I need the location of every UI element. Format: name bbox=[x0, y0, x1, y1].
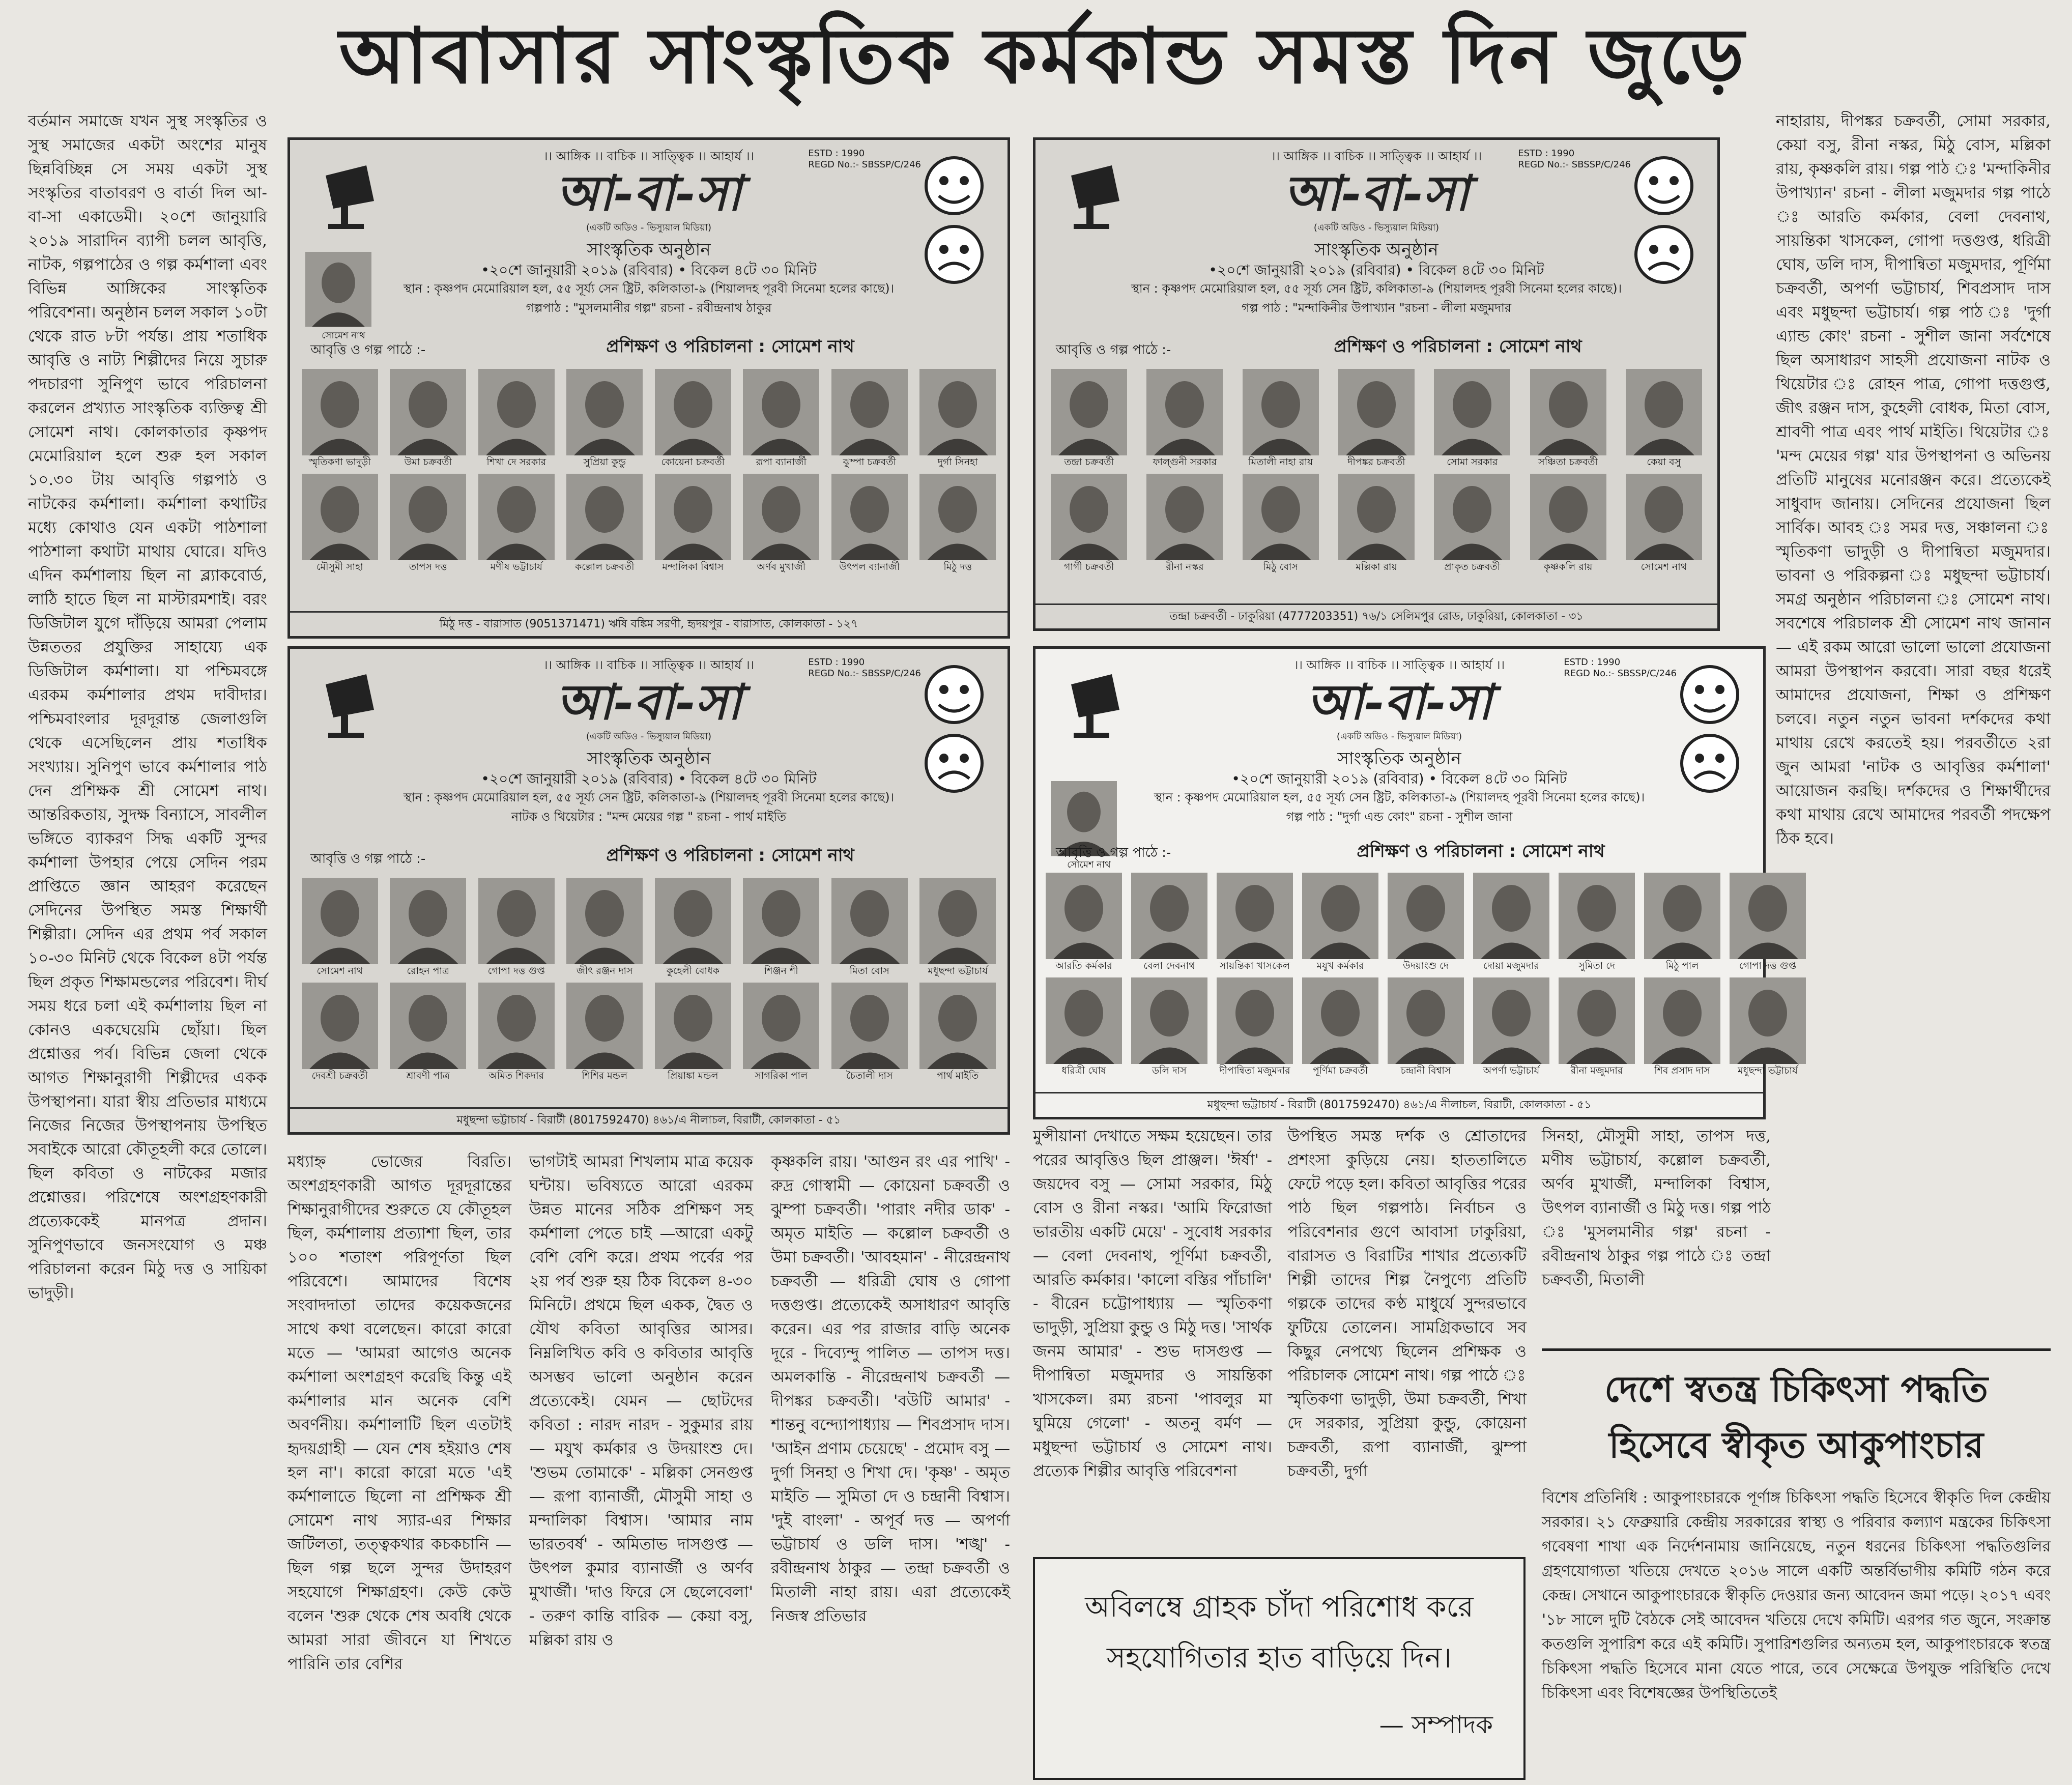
portrait-photo bbox=[566, 369, 643, 455]
portrait-photo bbox=[1131, 977, 1207, 1064]
performer-name: অর্ণব মুখার্জী bbox=[757, 561, 806, 572]
performer-name: কুহেলী বোধক bbox=[666, 965, 720, 976]
performer-card bbox=[1046, 369, 1132, 469]
portrait-photo bbox=[302, 369, 378, 455]
performer-name: গোপা দত্ত গুপ্ত bbox=[1739, 960, 1797, 971]
ad-program: গল্পপাঠ : "মুসলমানীর গল্প" রচনা - রবীন্দ্রনাথ ঠাকুর bbox=[526, 301, 772, 315]
performer-card bbox=[1473, 873, 1549, 972]
acupuncture-body bbox=[1542, 1486, 2051, 1781]
ad-topline: ।। আঙ্গিক ।। বাচিক ।। সাত্ত্বিক ।। আহার্য ।। bbox=[543, 658, 755, 672]
portrait-photo bbox=[743, 983, 819, 1069]
performer-name: মন্দালিকা বিশ্বাস bbox=[662, 561, 724, 572]
performer-card bbox=[1217, 873, 1293, 972]
ad-logo-sub: (একটি অডিও - ভিস্যুয়াল মিডিয়া) bbox=[586, 222, 712, 233]
performer-card bbox=[1621, 369, 1707, 469]
portrait-photo bbox=[655, 983, 731, 1069]
ad-subtitle: সাংস্কৃতিক অনুষ্ঠান bbox=[587, 240, 711, 260]
performer-name: ফাল্গুনী সরকার bbox=[1153, 456, 1217, 468]
ad-venue: স্থান : কৃষ্ণপদ মেমোরিয়াল হল, ৫৫ সূর্য্য সেন ষ্ট্রিট, কলিকাতা-৯ (শিয়ালদহ পূরবী সিনেমা হলের কাছে)। bbox=[403, 281, 895, 296]
portrait-photo bbox=[305, 252, 371, 327]
portrait-photo bbox=[566, 878, 643, 964]
ad-registration: ESTD : 1990 REGD No.:- SBSSP/C/246 bbox=[808, 657, 921, 679]
ad-venue: স্থান : কৃষ্ণপদ মেমোরিয়াল হল, ৫৫ সূর্য্য সেন ষ্ট্রিট, কলিকাতা-৯ (শিয়ালদহ পূরবী সিনেমা হলের কাছে)। bbox=[403, 790, 895, 804]
performer-name: সোমা সরকার bbox=[1447, 456, 1498, 468]
portrait-photo bbox=[655, 369, 731, 455]
performer-name: পূর্ণিমা চক্রবর্তী bbox=[1312, 1065, 1368, 1076]
performer-name: দেবশ্রী চক্রবর্তী bbox=[311, 1070, 368, 1081]
performer-name: গার্গী চক্রবর্তী bbox=[1063, 561, 1114, 572]
performer-card bbox=[830, 878, 909, 977]
performer-card bbox=[300, 474, 380, 573]
article-column-mid-1 bbox=[287, 1150, 511, 1781]
ad-footer-contact: মিঠু দত্ত - বারাসাত (9051371471) ঋষি বঙ্কিম সরণী, হৃদয়পুর - বারাসাত, কোলকাতা - ১২৭ bbox=[290, 611, 1008, 636]
performer-card bbox=[1473, 977, 1549, 1077]
portrait-photo bbox=[1338, 474, 1415, 560]
portrait-photo bbox=[390, 369, 466, 455]
performer-name: কোয়েনা চক্রবর্তী bbox=[661, 456, 725, 468]
performer-name: উদয়াংশু দে bbox=[1403, 960, 1449, 971]
portrait-photo bbox=[302, 878, 378, 964]
performer-name: দীপঙ্কর চক্রবর্তী bbox=[1347, 456, 1405, 468]
performer-name: মণীষ ভট্টাচার্য bbox=[490, 561, 542, 572]
performer-card bbox=[565, 878, 645, 977]
portrait-photo bbox=[1434, 474, 1510, 560]
article-text: কৃষ্ণকলি রায়। 'আগুন রং এর পাখি' - রুদ্র গোস্বামী — কোয়েনা চক্রবর্তী ও ঝুম্পা চক্রবর্তী। 'পারাং নদীর ডাক' - অমৃত মাইতি — কল্লোল চক্রবর্তী ও উমা চক্রবর্তী। 'আবহমান' - নীরেন্দ্রনাথ চক্রবর্তী — ধরিত্রী ঘোষ ও গোপা দত্তগুপ্ত। প্রত্যেকেই অসাধারণ আবৃত্তি করেন। এর পর রাজার বাড়ি অনেক দূরে - দিব্যেন্দু পালিত — তাপস দত্ত। অমলকান্তি - নীরেন্দ্রনাথ চক্রবর্তী — দীপঙ্কর চক্রবর্তী। 'বউটি আমার' - শান্তনু বন্দ্যোপাধ্যায় — শিবপ্রসাদ দাস। 'আইন প্রণাম চেয়েছে' - প্রমোদ বসু — দুর্গা সিনহা ও শিখা দে। 'কৃষ্ণ' - অমৃত মাইতি — সুমিতা দে ও চন্দ্রানী বিশ্বাস। 'দুই বাংলা' - অপূর্ব দত্ত — অপর্ণা ভট্টাচার্য ও ডলি দাস। 'শঙ্খ' - রবীন্দ্রনাথ ঠাকুর — তন্দ্রা চক্রবর্তী ও মিতালী নাহা রায়। এরা প্রত্যেকেই নিজস্ব প্রতিভার bbox=[771, 1153, 1010, 1625]
portrait-photo bbox=[1626, 369, 1702, 455]
performer-card bbox=[1621, 474, 1707, 573]
subscription-sign: — সম্পাদক bbox=[1379, 1711, 1493, 1739]
portrait-photo bbox=[390, 474, 466, 560]
article-column-right bbox=[1776, 109, 2051, 1320]
portrait-photo bbox=[831, 474, 908, 560]
ad-subtitle: সাংস্কৃতিক অনুষ্ঠান bbox=[1314, 240, 1438, 260]
performer-grid bbox=[1046, 369, 1707, 573]
ad-footer-contact: মধুছন্দা ভট্টাচার্য - বিরাটী (8017592470) ৪৬১/এ নীলাচল, বিরাটী, কোলকাতা - ৫১ bbox=[1035, 1092, 1763, 1117]
portrait-photo bbox=[743, 369, 819, 455]
portrait-photo bbox=[1644, 977, 1720, 1064]
performer-name: ডলি দাস bbox=[1152, 1065, 1187, 1076]
performer-card bbox=[1388, 873, 1464, 972]
performer-card bbox=[742, 474, 821, 573]
aabasa-logo: আ-বা-সা bbox=[556, 164, 742, 222]
performer-name: মধুছন্দা ভট্টাচার্য bbox=[1738, 1065, 1798, 1076]
aabasa-ad-2 bbox=[1033, 137, 1720, 631]
portrait-photo bbox=[566, 474, 643, 560]
performer-name: শ্রাবণী পাত্র bbox=[406, 1070, 450, 1081]
performer-name: মৌসুমী সাহা bbox=[316, 561, 363, 572]
performer-name: সোমেশ নাথ bbox=[1641, 561, 1687, 572]
portrait-photo bbox=[919, 369, 996, 455]
portrait-photo bbox=[1473, 873, 1549, 959]
portrait-photo bbox=[919, 983, 996, 1069]
performer-card bbox=[830, 369, 909, 469]
performer-card bbox=[477, 474, 556, 573]
performer-card bbox=[1238, 369, 1324, 469]
article-column-mid-3 bbox=[771, 1150, 1010, 1781]
ad-footer-contact: তন্দ্রা চক্রবর্তী - ঢাকুরিয়া (4777203351) ৭৬/১ সেলিমপুর রোড, ঢাকুরিয়া, কোলকাতা - ৩১ bbox=[1035, 603, 1717, 628]
performer-card bbox=[1730, 977, 1806, 1077]
performer-card bbox=[1302, 977, 1378, 1077]
article-text: বর্তমান সমাজে যখন সুস্থ সংস্কৃতির ও সুস্থ সমাজের একটা অংশের মানুষ ছিন্নবিচ্ছিন্ন সে সময় একটা সুস্থ সংস্কৃতির বাতাবরণ ও বার্তা দিল আ-বা-সা একাডেমী। ২০শে জানুয়ারি ২০১৯ সারাদিন ব্যাপী চলল আবৃত্তি, নাটক, গল্পপাঠের ও গল্প কর্মশালা এবং বিভিন্ন আঙ্গিকের সাংস্কৃতিক পরিবেশনা। অনুষ্ঠান চলল সকাল ১০টা থেকে রাত ৮টা পর্যন্ত। প্রায় শতাধিক আবৃত্তি ও নাট্য শিল্পীদের নিয়ে সুচারু পদচারণা সুনিপুণ ভাবে পরিচালনা করলেন প্রখ্যাত সাংস্কৃতিক ব্যক্তিত্ব শ্রী সোমেশ নাথ। কোলকাতার কৃষ্ণপদ মেমোরিয়াল হলে শুরু হল সকাল ১০.৩০ টায় আবৃত্তি গল্পপাঠ ও নাটকের কর্মশালা। কর্মশালা কথাটির মধ্যে কোথাও যেন একটা পাঠশালা পাঠশালা কথাটা মাথায় ঘোরে। যদিও এদিন কর্মশালায় ছিল না ব্ল্যাকবোর্ড, লাঠি হাতে ছিল না মাস্টারমশাই। বরং ডিজিটাল যুগে দাঁড়িয়ে আমরা পেলাম উন্নততর প্রযুক্তির সাহায্যে এক ডিজিটাল কর্মশালা। যা পশ্চিমবঙ্গে এরকম কর্মশালার প্রথম দাবীদার। পশ্চিমবাংলার দূরদূরান্ত জেলাগুলি থেকে এসেছিলেন প্রায় শতাধিক সংখ্যায়। সুনিপুণ ভাবে কর্মশালার পাঠ দেন প্রশিক্ষক শ্রী সোমেশ নাথ। আন্তরিকতায়, সুদক্ষ বিন্যাসে, সাবলীল ভঙ্গিতে ব্যাকরণ সিদ্ধ একটি সুন্দর কর্মশালা উপহার পেয়ে সেদিন পরম প্রাপ্তিতে জ্ঞান আহরণ করেছেন সেদিনের উপস্থিত সমস্ত শিক্ষার্থী শিল্পীরা। সেদিন এর প্রথম পর্ব সকাল ১০-৩০ মিনিট থেকে বিকেল ৪টা পর্যন্ত ছিল প্রকৃত শিক্ষামন্ডলের পরিবেশ। দীর্ঘ সময় ধরে চলা এই কর্মশালায় ছিল না কোনও একঘেয়েমি ছোঁয়া। ছিল প্রশ্নোত্তর পর্ব। বিভিন্ন জেলা থেকে আগত শিক্ষানুরাগী শিল্পীদের একক উপস্থাপনা। যারা স্বীয় প্রতিভার মাধ্যমে নিজের নিজের উপস্থাপনায় উপস্থিত সবাইকে আরো কৌতূহলী করে তোলে। ছিল কবিতা ও নাটকের মজার প্রশ্নোত্তর। পরিশেষে অংশগ্রহণকারী প্রত্যেককেই মানপত্র প্রদান। সুনিপুণভাবে জনসংযোগ ও মঞ্চ পরিচালনা করেন মিঠু দত্ত ও সায়িকা ভাদুড়ী। bbox=[28, 112, 267, 1302]
portrait-photo bbox=[478, 474, 555, 560]
portrait-photo bbox=[1146, 369, 1223, 455]
portrait-photo bbox=[1434, 369, 1510, 455]
ad-program: গল্প পাঠ : "দুর্গা এন্ড কোং" রচনা - সুশীল জানা bbox=[1286, 810, 1513, 824]
performer-card bbox=[830, 474, 909, 573]
article-text: উপস্থিত সমস্ত দর্শক ও শ্রোতাদের প্রশংসা কুড়িয়ে নেয়। হাততালিতে ফেটে পড়ে হল। কবিতা আবৃত্তির পরের পাঠ ছিল গল্পপাঠ। নির্বাচন ও পরিবেশনার গুণে আবাসা ঢাকুরিয়া, বারাসত ও বিরাটির শাখার প্রত্যেকটি শিল্পী তাদের শিল্প নৈপুণ্যে প্রতিটি গল্পকে তাদের কণ্ঠ মাধুর্যে সুন্দরভাবে ফুটিয়ে তোলেন। সামগ্রিকভাবে সব কিছুর নেপথ্যে ছিলেন প্রশিক্ষক ও পরিচালক সোমেশ নাথ। গল্প পাঠে ঃ স্মৃতিকণা ভাদুড়ী, উমা চক্রবর্তী, শিখা দে সরকার, সুপ্রিয়া কুন্ডু, কোয়েনা চক্রবর্তী, রূপা ব্যানার্জী, ঝুম্পা চক্রবর্তী, দুর্গা bbox=[1287, 1127, 1527, 1480]
performer-name: মিঠু পাল bbox=[1665, 960, 1699, 971]
portrait-photo bbox=[478, 878, 555, 964]
portrait-photo bbox=[743, 474, 819, 560]
director-portrait: সোমেশ নাথ bbox=[305, 252, 382, 344]
acupuncture-headline bbox=[1542, 1348, 2051, 1478]
portrait-photo bbox=[1530, 474, 1606, 560]
ad-subtitle: সাংস্কৃতিক অনুষ্ঠান bbox=[1337, 748, 1461, 769]
performer-grid bbox=[1046, 873, 1798, 1077]
performer-grid bbox=[300, 878, 997, 1082]
performer-card bbox=[1131, 977, 1207, 1077]
performer-name: বেলা দেবনাথ bbox=[1143, 960, 1195, 971]
performer-name: প্রাকৃত চক্রবর্তী bbox=[1444, 561, 1501, 572]
performer-card bbox=[918, 474, 998, 573]
performer-name: অপর্ণা ভট্টাচার্য bbox=[1483, 1065, 1540, 1076]
performer-card bbox=[477, 369, 556, 469]
ad-registration: ESTD : 1990 REGD No.:- SBSSP/C/246 bbox=[808, 148, 921, 170]
ad-logo-sub: (একটি অডিও - ভিস্যুয়াল মিডিয়া) bbox=[1336, 731, 1462, 742]
ad-section-label: আবৃত্তি ও গল্প পাঠে :- bbox=[1056, 845, 1171, 860]
portrait-photo bbox=[478, 369, 555, 455]
portrait-photo bbox=[302, 983, 378, 1069]
performer-card bbox=[1429, 369, 1515, 469]
performer-card bbox=[477, 983, 556, 1082]
aabasa-logo: আ-বা-সা bbox=[1306, 673, 1492, 731]
performer-card bbox=[1429, 474, 1515, 573]
article-text: সিনহা, মৌসুমী সাহা, তাপস দত্ত, মণীষ ভট্টাচার্য, কল্লোল চক্রবর্তী, অর্ণব মুখার্জী, মন্দালিকা বিশ্বাস, উৎপল ব্যানার্জী ও মিঠু দত্ত। গল্প পাঠ ঃ 'মুসলমানীর গল্প' রচনা - রবীন্দ্রনাথ ঠাকুর গল্প পাঠে ঃ তন্দ্রা চক্রবর্তী, মিতালী bbox=[1542, 1127, 1771, 1289]
portrait-photo bbox=[1530, 369, 1606, 455]
performer-card bbox=[389, 474, 468, 573]
performer-card bbox=[653, 474, 733, 573]
portrait-photo bbox=[831, 369, 908, 455]
performer-card bbox=[1730, 873, 1806, 972]
article-text: ভাগটাই আমরা শিখলাম মাত্র কয়েক ঘন্টায়। ভবিষ্যতে আরো এরকম উন্নত মানের সঠিক প্রশিক্ষণ সহ কর্মশালা পেতে চাই —আরো একটু বেশি বেশি করে। প্রথম পর্বের পর ২য় পর্ব শুরু হয় ঠিক বিকেল ৪-৩০ মিনিটে। প্রথমে ছিল একক, দ্বৈত ও যৌথ কবিতা আবৃত্তির আসর। নিম্নলিখিত কবি ও কবিতার আবৃত্তি অসম্ভব ভালো অনুষ্ঠান করেন প্রত্যেকেই। যেমন — ছোটদের কবিতা : নারদ নারদ - সুকুমার রায় — মযুখ কর্মকার ও উদয়াংশু দে। 'শুভম তোমাকে' - মল্লিকা সেনগুপ্ত — রূপা ব্যানার্জী, মৌসুমী সাহা ও মন্দালিকা বিশ্বাস। 'আমার নাম ভারতবর্ষ' - অমিতাভ দাসগুপ্ত — উৎপল কুমার ব্যানার্জী ও অর্ণব মুখার্জী। 'দাও ফিরে সে ছেলেবেলা' - তরুণ কান্তি বারিক — কেয়া বসু, মল্লিকা রায় ও bbox=[529, 1153, 753, 1649]
acupuncture-headline-2: হিসেবে স্বীকৃত আকুপাংচার bbox=[1608, 1424, 1984, 1466]
portrait-photo bbox=[1046, 873, 1122, 959]
performer-name: ঝুম্পা চক্রবর্তী bbox=[843, 456, 896, 468]
ad-subtitle: সাংস্কৃতিক অনুষ্ঠান bbox=[587, 748, 711, 769]
performer-card bbox=[1217, 977, 1293, 1077]
article-column-mid-5 bbox=[1287, 1125, 1527, 1547]
performer-name: ধরিত্রী ঘোষ bbox=[1061, 1065, 1106, 1076]
performer-name: জীৎ রঞ্জন দাস bbox=[576, 965, 633, 976]
subscription-line-2: সহযোগিতার হাত বাড়িয়ে দিন। bbox=[1106, 1642, 1452, 1675]
article-column-mid-4 bbox=[1033, 1125, 1272, 1547]
performer-card bbox=[1524, 369, 1611, 469]
ad-topline: ।। আঙ্গিক ।। বাচিক ।। সাত্ত্বিক ।। আহার্য ।। bbox=[543, 149, 755, 163]
ad-trainer: প্রশিক্ষণ ও পরিচালনা : সোমেশ নাথ bbox=[606, 336, 854, 357]
performer-name: কেয়া বসু bbox=[1647, 456, 1681, 468]
aabasa-logo: আ-বা-সা bbox=[1283, 164, 1470, 222]
portrait-photo bbox=[1146, 474, 1223, 560]
portrait-photo bbox=[1217, 977, 1293, 1064]
performer-grid bbox=[300, 369, 997, 573]
performer-card bbox=[477, 878, 556, 977]
performer-card bbox=[1388, 977, 1464, 1077]
portrait-photo bbox=[743, 878, 819, 964]
performer-name: স্মৃতিকণা ভাদুড়ী bbox=[308, 456, 371, 468]
performer-name: অমিত শিকদার bbox=[488, 1070, 544, 1081]
portrait-photo bbox=[1559, 873, 1635, 959]
performer-name: মযুখ কর্মকার bbox=[1316, 960, 1364, 971]
ad-date: •২০শে জানুয়ারী ২০১৯ (রবিবার) • বিকেল ৪টে ৩০ মিনিট bbox=[1208, 262, 1544, 278]
performer-card bbox=[653, 878, 733, 977]
performer-card bbox=[389, 878, 468, 977]
page-headline: আবাসার সাংস্কৃতিক কর্মকান্ড সমস্ত দিন জুড়ে bbox=[339, 11, 1747, 101]
portrait-photo bbox=[1730, 977, 1806, 1064]
performer-name: সুমিতা দে bbox=[1578, 960, 1616, 971]
ad-program: নাটক ও থিয়েটার : "মন্দ মেয়ের গল্প " রচনা - পার্থ মাইতি bbox=[511, 810, 787, 824]
performer-name: রূপা ব্যানার্জী bbox=[756, 456, 807, 468]
performer-card bbox=[918, 878, 998, 977]
performer-card bbox=[1141, 369, 1228, 469]
portrait-photo bbox=[655, 474, 731, 560]
performer-card bbox=[1141, 474, 1228, 573]
portrait-photo bbox=[1302, 977, 1378, 1064]
portrait-photo bbox=[390, 983, 466, 1069]
performer-card bbox=[742, 878, 821, 977]
performer-card bbox=[1644, 873, 1720, 972]
performer-card bbox=[565, 983, 645, 1082]
ad-logo-sub: (একটি অডিও - ভিস্যুয়াল মিডিয়া) bbox=[1313, 222, 1440, 233]
performer-name: মিতা বোস bbox=[849, 965, 889, 976]
performer-name: তন্দ্রা চক্রবর্তী bbox=[1064, 456, 1114, 468]
performer-card bbox=[1333, 474, 1420, 573]
portrait-photo bbox=[831, 878, 908, 964]
performer-card bbox=[300, 983, 380, 1082]
performer-card bbox=[1302, 873, 1378, 972]
aabasa-ad-1 bbox=[287, 137, 1010, 639]
portrait-photo bbox=[566, 983, 643, 1069]
director-portrait: সোমেশ নাথ bbox=[1051, 781, 1127, 873]
performer-card bbox=[1046, 474, 1132, 573]
performer-name: আরতি কর্মকার bbox=[1055, 960, 1112, 971]
ad-logo-sub: (একটি অডিও - ভিস্যুয়াল মিডিয়া) bbox=[586, 731, 712, 742]
performer-card bbox=[389, 369, 468, 469]
performer-card bbox=[918, 369, 998, 469]
performer-card bbox=[565, 369, 645, 469]
ad-section-label: আবৃত্তি ও গল্প পাঠে :- bbox=[310, 342, 426, 358]
performer-card bbox=[1131, 873, 1207, 972]
portrait-photo bbox=[1388, 977, 1464, 1064]
performer-name: শিশির মন্ডল bbox=[582, 1070, 628, 1081]
portrait-photo bbox=[478, 983, 555, 1069]
performer-name: চন্দ্রানী বিশ্বাস bbox=[1400, 1065, 1451, 1076]
performer-name: উমা চক্রবর্তী bbox=[404, 456, 452, 468]
performer-card bbox=[1238, 474, 1324, 573]
performer-name: মিতালী নাহা রায় bbox=[1248, 456, 1313, 468]
performer-name: সঞ্চিতা চক্রবর্তী bbox=[1538, 456, 1598, 468]
performer-name: সায়ন্তিকা খাসকেল bbox=[1219, 960, 1290, 971]
portrait-photo bbox=[1644, 873, 1720, 959]
performer-name: দুর্গা সিনহা bbox=[937, 456, 978, 468]
performer-name: মিঠু দত্ত bbox=[943, 561, 972, 572]
portrait-photo bbox=[1302, 873, 1378, 959]
performer-card bbox=[1046, 977, 1122, 1077]
portrait-photo bbox=[1473, 977, 1549, 1064]
performer-name: সুপ্রিয়া কুন্ডু bbox=[583, 456, 626, 468]
performer-card bbox=[1333, 369, 1420, 469]
portrait-photo bbox=[919, 878, 996, 964]
portrait-photo bbox=[1388, 873, 1464, 959]
performer-name: শিঞ্জন শী bbox=[764, 965, 798, 976]
aabasa-ad-3 bbox=[287, 646, 1010, 1135]
performer-name: গোপা দত্ত গুপ্ত bbox=[487, 965, 545, 976]
ad-trainer: প্রশিক্ষণ ও পরিচালনা : সোমেশ নাথ bbox=[1357, 841, 1605, 861]
performer-card bbox=[918, 983, 998, 1082]
performer-card bbox=[565, 474, 645, 573]
ad-date: •২০শে জানুয়ারী ২০১৯ (রবিবার) • বিকেল ৪টে ৩০ মিনিট bbox=[481, 262, 817, 278]
performer-name: মধুছন্দা ভট্টাচার্য bbox=[928, 965, 988, 976]
ad-registration: ESTD : 1990 REGD No.:- SBSSP/C/246 bbox=[1518, 148, 1631, 170]
performer-name: মিঠু বোস bbox=[1263, 561, 1298, 572]
portrait-photo bbox=[1243, 369, 1319, 455]
performer-card bbox=[1559, 977, 1635, 1077]
ad-footer-contact: মধুছন্দা ভট্টাচার্য - বিরাটী (8017592470) ৪৬১/এ নীলাচল, বিরাটী, কোলকাতা - ৫১ bbox=[290, 1107, 1008, 1132]
article-text: মুন্সীয়ানা দেখাতে সক্ষম হয়েছেন। তার পরের আবৃত্তিও ছিল প্রাঞ্জল। 'ঈর্ষা' - জয়দেব বসু — সোমা সরকার, মিঠু বোস ও রীনা নস্কর। 'আমি ফিরোজা ভারতীয় একটি মেয়ে' - সুবোধ সরকার — বেলা দেবনাথ, পূর্ণিমা চক্রবর্তী, আরতি কর্মকার। 'কালো বস্তির পাঁচালি' - বীরেন চট্টোপাধ্যায় — স্মৃতিকণা ভাদুড়ী, সুপ্রিয়া কুন্ডু ও মিঠু দত্ত। 'সার্থক জনম আমার' - শুভ দাসগুপ্ত — দীপান্বিতা মজুমদার ও সায়ন্তিকা খাসকেল। রম্য রচনা 'পাবলুর মা ঘুমিয়ে গেলো' - অতনু বর্মণ — মধুছন্দা ভট্টাচার্য ও সোমেশ নাথ। প্রত্যেক শিল্পীর আবৃত্তি পরিবেশনা bbox=[1033, 1127, 1272, 1480]
performer-name: সাগরিকা পাল bbox=[755, 1070, 808, 1081]
performer-name: মল্লিকা রায় bbox=[1356, 561, 1397, 572]
performer-card bbox=[742, 369, 821, 469]
performer-card bbox=[300, 878, 380, 977]
portrait-photo bbox=[831, 983, 908, 1069]
portrait-photo bbox=[1217, 873, 1293, 959]
performer-card bbox=[389, 983, 468, 1082]
portrait-photo bbox=[1626, 474, 1702, 560]
article-column-mid-6 bbox=[1542, 1125, 1771, 1338]
article-text: বিশেষ প্রতিনিধি : আকুপাংচারকে পূর্ণাঙ্গ চিকিৎসা পদ্ধতি হিসেবে স্বীকৃতি দিল কেন্দ্রীয় সরকার। ২১ ফেব্রুয়ারি কেন্দ্রীয় সরকারের স্বাস্থ্য ও পরিবার কল্যাণ মন্ত্রকের চিকিৎসা গবেষণা শাখা এক নির্দেশনামায় জানিয়েছে, নতুন ধরনের চিকিৎসা পদ্ধতিগুলির গ্রহণযোগ্যতা খতিয়ে দেখতে ২০১৬ সালে একটি অন্তর্বিভাগীয় কমিটি গঠন করে কেন্দ্র। সেখানে আকুপাংচারকে স্বীকৃতি দেওয়ার জন্য আবেদন জমা পড়ে। ২০১৭ এবং '১৮ সালে দুটি বৈঠকে সেই আবেদন খতিয়ে দেখে কমিটি। এরপর গত জুনে, সংক্রান্ত কতগুলি সুপারিশ করে এই কমিটি। সুপারিশগুলির অন্যতম হল, আকুপাংচারকে স্বতন্ত্র চিকিৎসা পদ্ধতি হিসেবে মানা যেতে পারে, তবে সেক্ষেত্রে উপযুক্ত পরিস্থিতি দেখে চিকিৎসা এবং বিশেষজ্ঞের উপস্থিতিতেই bbox=[1542, 1489, 2051, 1702]
performer-card bbox=[1644, 977, 1720, 1077]
performer-card bbox=[300, 369, 380, 469]
ad-venue: স্থান : কৃষ্ণপদ মেমোরিয়াল হল, ৫৫ সূর্য্য সেন ষ্ট্রিট, কলিকাতা-৯ (শিয়ালদহ পূরবী সিনেমা হলের কাছে)। bbox=[1131, 281, 1622, 296]
aabasa-logo: আ-বা-সা bbox=[556, 673, 742, 731]
portrait-photo bbox=[302, 474, 378, 560]
article-column-mid-2 bbox=[529, 1150, 753, 1781]
performer-name: দীপান্বিতা মজুমদার bbox=[1219, 1065, 1290, 1076]
article-column-left bbox=[28, 109, 267, 1778]
performer-name: দোয়া মজুমদার bbox=[1483, 960, 1539, 971]
article-text: মধ্যাহ্ন ভোজের বিরতি। অংশগ্রহণকারী আগত দূরদূরান্তের শিক্ষানুরাগীদের শুরুতে যে কৌতূহল ছিল, কর্মশালায় প্রত্যাশা ছিল, তার ১০০ শতাংশ পরিপূর্ণতা ছিল পরিবেশে। আমাদের বিশেষ সংবাদদাতা তাদের কয়েকজনের সাথে কথা বলেছেন। কারো কারো মতে — 'আমরা আগেও অনেক কর্মশালা অংশগ্রহণ করেছি কিন্তু এই কর্মশালার মান অনেক বেশি অবর্ণনীয়। কর্মশালাটি ছিল এতটাই হৃদয়গ্রাহী — যেন শেষ হইয়াও শেষ হল না'। কারো কারো মতে 'এই কর্মশালাতে ছিলো না প্রশিক্ষক শ্রী সোমেশ নাথ স্যার-এর শিক্ষার জটিলতা, তত্ত্বকথার কচকচানি — ছিল গল্প ছলে সুন্দর উদাহরণ সহযোগে শিক্ষাগ্রহণ। কেউ কেউ বলেন 'শুরু থেকে শেষ অবধি থেকে আমরা সারা জীবনে যা শিখতে পারিনি তার বেশির bbox=[287, 1153, 511, 1673]
performer-name: শিব প্রসাদ দাস bbox=[1654, 1065, 1710, 1076]
performer-card bbox=[1559, 873, 1635, 972]
performer-name: রীনা মজুমদার bbox=[1570, 1065, 1623, 1076]
performer-name: রীনা নস্কর bbox=[1166, 561, 1204, 572]
portrait-photo bbox=[390, 878, 466, 964]
performer-name: তাপস দত্ত bbox=[409, 561, 447, 572]
performer-name: প্রিয়াঙ্কা মন্ডল bbox=[667, 1070, 718, 1081]
ad-venue: স্থান : কৃষ্ণপদ মেমোরিয়াল হল, ৫৫ সূর্য্য সেন ষ্ট্রিট, কলিকাতা-৯ (শিয়ালদহ পূরবী সিনেমা হলের কাছে)। bbox=[1154, 790, 1645, 804]
ad-trainer: প্রশিক্ষণ ও পরিচালনা : সোমেশ নাথ bbox=[606, 845, 854, 866]
subscription-notice bbox=[1033, 1557, 1526, 1780]
performer-name: চৈতালী দাস bbox=[846, 1070, 893, 1081]
acupuncture-headline-1: দেশে স্বতন্ত্র চিকিৎসা পদ্ধতি bbox=[1604, 1368, 1988, 1410]
performer-card bbox=[830, 983, 909, 1082]
portrait-photo bbox=[1559, 977, 1635, 1064]
performer-name: সোমেশ নাথ bbox=[316, 965, 363, 976]
portrait-photo bbox=[1730, 873, 1806, 959]
aabasa-ad-4 bbox=[1033, 646, 1798, 1119]
portrait-photo bbox=[1046, 977, 1122, 1064]
ad-section-label: আবৃত্তি ও গল্প পাঠে :- bbox=[310, 851, 426, 867]
portrait-photo bbox=[1243, 474, 1319, 560]
ad-program: গল্প পাঠ : "মন্দাকিনীর উপাখ্যান "রচনা - লীলা মজুমদার bbox=[1241, 301, 1512, 315]
ad-section-label: আবৃত্তি ও গল্প পাঠে :- bbox=[1056, 342, 1171, 358]
ad-topline: ।। আঙ্গিক ।। বাচিক ।। সাত্ত্বিক ।। আহার্য ।। bbox=[1293, 658, 1505, 672]
performer-name: রোহন পাত্র bbox=[407, 965, 449, 976]
performer-name: উৎপল ব্যানার্জী bbox=[839, 561, 900, 572]
ad-registration: ESTD : 1990 REGD No.:- SBSSP/C/246 bbox=[1564, 657, 1677, 679]
ad-trainer: প্রশিক্ষণ ও পরিচালনা : সোমেশ নাথ bbox=[1334, 336, 1582, 357]
performer-name: পার্থ মাইতি bbox=[937, 1070, 979, 1081]
portrait-photo bbox=[655, 878, 731, 964]
ad-topline: ।। আঙ্গিক ।। বাচিক ।। সাত্ত্বিক ।। আহার্য ।। bbox=[1271, 149, 1482, 163]
ad-date: •২০শে জানুয়ারী ২০১৯ (রবিবার) • বিকেল ৪টে ৩০ মিনিট bbox=[1231, 770, 1567, 787]
performer-card bbox=[653, 369, 733, 469]
performer-name: কৃষ্ণকলি রায় bbox=[1543, 561, 1593, 572]
performer-card bbox=[1524, 474, 1611, 573]
portrait-photo bbox=[1051, 474, 1127, 560]
performer-name: শিখা দে সরকার bbox=[486, 456, 546, 468]
performer-card bbox=[742, 983, 821, 1082]
portrait-photo bbox=[919, 474, 996, 560]
ad-date: •২০শে জানুয়ারী ২০১৯ (রবিবার) • বিকেল ৪টে ৩০ মিনিট bbox=[481, 770, 817, 787]
performer-name: কল্লোল চক্রবর্তী bbox=[574, 561, 635, 572]
subscription-line-1: অবিলম্বে গ্রাহক চাঁদা পরিশোধ করে bbox=[1085, 1591, 1474, 1624]
performer-card bbox=[653, 983, 733, 1082]
portrait-photo bbox=[1338, 369, 1415, 455]
article-text: নাহারায়, দীপঙ্কর চক্রবর্তী, সোমা সরকার, কেয়া বসু, রীনা নস্কর, মিঠু বোস, মল্লিকা রায়, কৃষ্ণকলি রায়। গল্প পাঠ ঃ 'মন্দাকিনীর উপাখ্যান' রচনা - লীলা মজুমদার গল্প পাঠে ঃ আরতি কর্মকার, বেলা দেবনাথ, সায়ন্তিকা খাসকেল, গোপা দত্তগুপ্ত, ধরিত্রী ঘোষ, ডলি দাস, দীপান্বিতা মজুমদার, পূর্ণিমা চক্রবর্তী, অপর্ণা ভট্টাচার্য, শিবপ্রসাদ দাস এবং মধুছন্দা ভট্টাচার্য। গল্প পাঠ ঃ 'দুর্গা এ্যান্ড কোং' রচনা - সুশীল জানা সর্বশেষে ছিল অসাধারণ সাহসী প্রযোজনা নাটক ও থিয়েটার ঃ রোহন পাত্র, গোপা দত্তগুপ্ত, জীৎ রঞ্জন দাস, কুহেলী বোধক, মিতা বোস, শ্রাবণী পাত্র এবং পার্থ মাইতি। থিয়েটার ঃ 'মন্দ মেয়ের গল্প' যার উপস্থাপনা ও অভিনয় প্রতিটি মানুষের মনোরঞ্জন করে। প্রত্যেকেই সাধুবাদ জানায়। সেদিনের প্রযোজনা ছিল সার্বিক। আবহ ঃ সমর দত্ত, সঞ্চালনা ঃ স্মৃতিকণা ভাদুড়ী ও দীপান্বিতা মজুমদার। ভাবনা ও পরিকল্পনা ঃ মধুছন্দা ভট্টাচার্য। সমগ্র অনুষ্ঠান পরিচালনা ঃ সোমেশ নাথ। সবশেষে পরিচালক শ্রী সোমেশ নাথ জানান — এই রকম আরো ভালো ভালো প্রযোজনা আমরা উপস্থাপন করবো। সারা বছর ধরেই আমাদের প্রযোজনা, শিক্ষা ও প্রশিক্ষণ চলবে। নতুন নতুন ভাবনা দর্শকদের কথা মাথায় রেখে করতেই হয়। পরবর্তীতে ২রা জুন আমরা 'নাটক ও আবৃত্তির কর্মশালা' আয়োজন করছি। দর্শকদের ও শিক্ষার্থীদের কথা মাথায় রেখে আমাদের পরবর্তী পদক্ষেপ ঠিক হবে। bbox=[1776, 112, 2051, 848]
performer-card bbox=[1046, 873, 1122, 972]
portrait-photo bbox=[1051, 369, 1127, 455]
portrait-photo bbox=[1131, 873, 1207, 959]
